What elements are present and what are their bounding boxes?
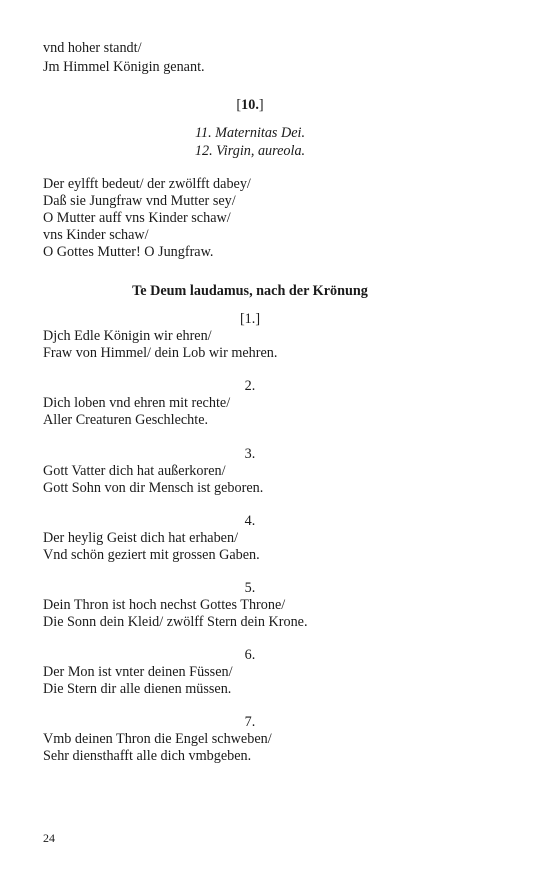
verse-line: Vmb deinen Thron die Engel schweben/: [43, 731, 272, 747]
stanza-number: 7.: [244, 714, 256, 730]
verse-line: O Gottes Mutter! O Jungfraw.: [43, 244, 214, 260]
section-number: 10.: [241, 97, 259, 113]
verse-line: Jm Himmel Königin genant.: [43, 59, 205, 75]
stanza-number: 2.: [244, 378, 256, 394]
verse-line: Dein Thron ist hoch nechst Gottes Throne/: [43, 597, 286, 613]
verse-line: Der Mon ist vnter deinen Füssen/: [43, 664, 233, 680]
verse-line: Sehr diensthafft alle dich vmbgeben.: [43, 748, 252, 764]
verse-line: Daß sie Jungfraw vnd Mutter sey/: [43, 193, 236, 209]
verse-line: Fraw von Himmel/ dein Lob wir mehren.: [43, 345, 278, 361]
verse-line: Die Stern dir alle dienen müssen.: [43, 681, 232, 697]
stanza-number: 3.: [244, 446, 256, 462]
section-subtitle: 11. Maternitas Dei.: [194, 125, 306, 141]
stanza-number: 5.: [244, 580, 256, 596]
verse-line: vns Kinder schaw/: [43, 227, 149, 243]
verse-line: Der eylfft bedeut/ der zwölfft dabey/: [43, 176, 251, 192]
verse-line: Vnd schön geziert mit grossen Gaben.: [43, 547, 260, 563]
stanza-number: 4.: [244, 513, 256, 529]
verse-line: Der heylig Geist dich hat erhaben/: [43, 530, 239, 546]
section-subtitle: 12. Virgin, aureola.: [194, 143, 306, 159]
page-number: 24: [43, 831, 55, 845]
hymn-title: Te Deum laudamus, nach der Krönung: [132, 283, 368, 299]
verse-line: Die Sonn dein Kleid/ zwölff Stern dein Krone.: [43, 614, 308, 630]
verse-line: O Mutter auff vns Kinder schaw/: [43, 210, 231, 226]
verse-line: Dich loben vnd ehren mit rechte/: [43, 395, 231, 411]
verse-line: Djch Edle Königin wir ehren/: [43, 328, 212, 344]
verse-line: vnd hoher standt/: [43, 40, 142, 56]
verse-line: Gott Sohn von dir Mensch ist geboren.: [43, 480, 264, 496]
verse-line: Gott Vatter dich hat außerkoren/: [43, 463, 226, 479]
heading-bracket-open: [: [236, 97, 242, 113]
stanza-number: [1.]: [239, 311, 261, 327]
section-heading: [0, 97, 500, 114]
verse-line: Aller Creaturen Geschlechte.: [43, 412, 209, 428]
heading-bracket-close: ]: [258, 97, 264, 113]
stanza-number: 6.: [244, 647, 256, 663]
